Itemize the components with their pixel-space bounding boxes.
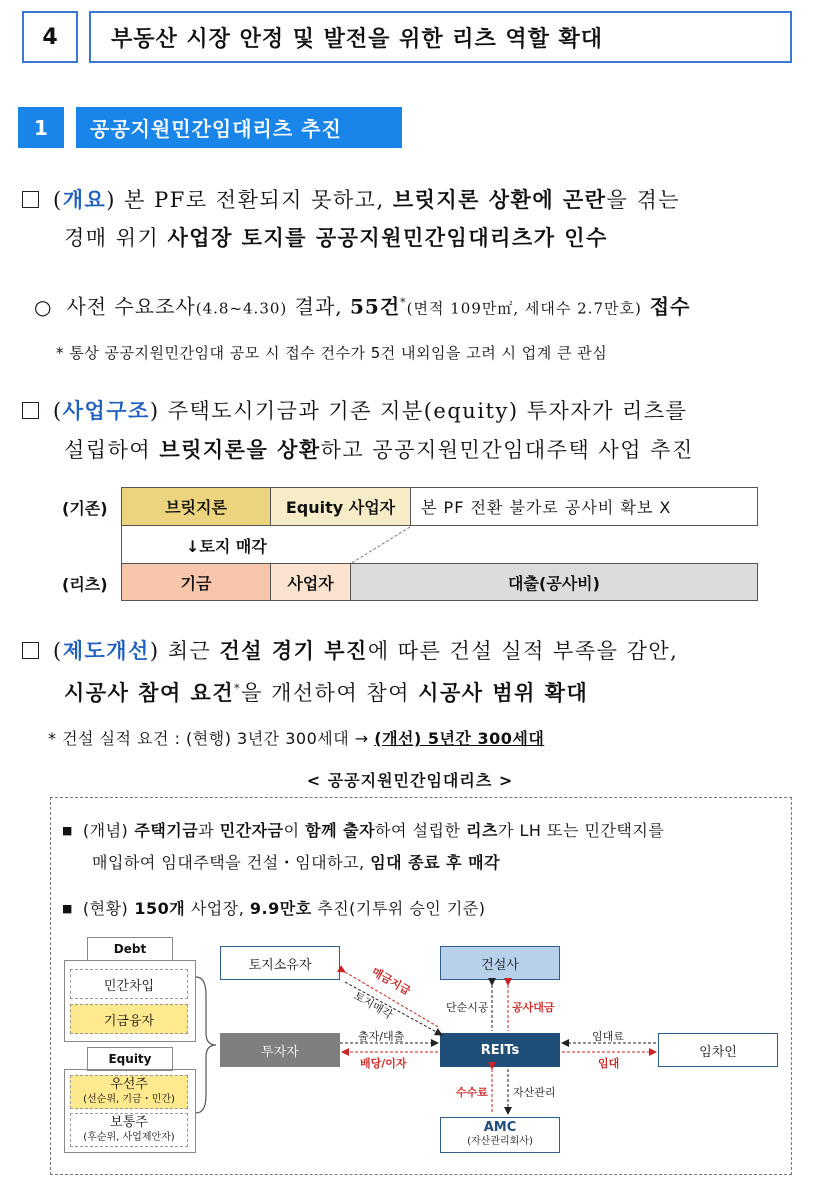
text: 매입하여 임대주택을 건설・임대하고, xyxy=(92,853,371,872)
text-bold: 건설 경기 부진 xyxy=(219,638,368,663)
land-sale-label: ↓토지 매각 xyxy=(186,537,267,556)
text: 우선주 xyxy=(110,1077,148,1092)
square-bullet-icon: ■ xyxy=(62,824,73,837)
text-bold: 주택기금 xyxy=(128,821,199,840)
text: 설립하여 xyxy=(64,438,160,462)
tenant-box: 임차인 xyxy=(658,1033,778,1067)
reform-tag: 제도개선 xyxy=(62,638,150,663)
text: AMC xyxy=(483,1120,517,1135)
label-land-sale: 토지매각 xyxy=(351,989,395,1022)
cell-fund: 기금 xyxy=(121,563,271,601)
box-caption: < 공공지원민간임대리츠 > xyxy=(306,771,514,790)
text-bold: 접수 xyxy=(641,294,691,319)
debt-private-loan: 민간차입 xyxy=(70,969,188,999)
landowner-box: 토지소유자 xyxy=(220,946,340,980)
text: (자산관리회사) xyxy=(467,1136,533,1147)
builder-box: 건설사 xyxy=(440,946,560,980)
investor-box: 투자자 xyxy=(220,1033,340,1067)
text-bold: 리츠 xyxy=(466,821,498,840)
text-bold: 시공사 범위 확대 xyxy=(418,680,589,705)
reits-box: REITs xyxy=(440,1033,560,1067)
cell-business: 사업자 xyxy=(270,563,351,601)
label-fee: 수수료 xyxy=(456,1086,488,1099)
row2-label: (리츠) xyxy=(62,575,108,594)
text-bold: 55건 xyxy=(349,294,401,319)
cell-loan: 대출(공사비) xyxy=(350,563,758,601)
text: 결과, xyxy=(287,294,350,319)
circle-bullet-icon: ○ xyxy=(34,294,53,319)
text: 하고 공공지원민간임대주택 사업 추진 xyxy=(320,438,694,462)
debt-fund-loan: 기금융자 xyxy=(70,1004,188,1034)
label-construction-payment: 공사대금 xyxy=(512,1001,555,1014)
reform-line1: (제도개선) 최근 건설 경기 부진에 따른 건설 실적 부족을 감안, xyxy=(22,632,678,670)
section-title: 부동산 시장 안정 및 발전을 위한 리츠 역할 확대 xyxy=(89,11,792,63)
text: (현황) xyxy=(82,899,129,918)
text: 추진(기투위 승인 기준) xyxy=(311,899,486,918)
label-lease: 임대 xyxy=(598,1057,620,1070)
text-bold: 브릿지론 상환에 곤란 xyxy=(392,187,607,212)
text: (선순위, 기금・민간) xyxy=(83,1094,175,1105)
square-bullet-icon: ■ xyxy=(62,902,73,915)
cell-bridge-loan: 브릿지론 xyxy=(121,487,271,526)
text-bold: 브릿지론을 상환 xyxy=(159,437,321,462)
structure-tag: 사업구조 xyxy=(62,398,150,423)
footnote-mark: * xyxy=(400,296,407,309)
equity-title: Equity xyxy=(87,1047,173,1071)
text: 에 따른 건설 실적 부족을 감안, xyxy=(367,639,679,663)
cell-equity: Equity 사업자 xyxy=(270,487,411,526)
text: (후순위, 사업제안자) xyxy=(83,1132,175,1143)
text-bold: 사업장 토지를 공공지원민간임대리츠가 인수 xyxy=(167,225,608,250)
overview-line1: (개요) 본 PF로 전환되지 못하고, 브릿지론 상환에 곤란을 겪는 xyxy=(22,181,680,219)
text: 사업장, xyxy=(185,899,250,918)
label-land-payment: 매금지급 xyxy=(369,965,413,998)
text: 과 xyxy=(198,821,220,840)
text: * 건설 실적 요건 : (현행) 3년간 300세대 → xyxy=(48,729,375,748)
text: 가 LH 또는 민간택지를 xyxy=(497,821,665,840)
text-bold: 150개 xyxy=(128,899,186,918)
text: 주택도시기금과 기존 지분(equity) 투자자가 리츠를 xyxy=(159,399,688,423)
footnote-mark: * xyxy=(234,682,242,695)
text: (개념) xyxy=(82,821,129,840)
text-bold: 민간자금 xyxy=(219,821,284,840)
subsection-number: 1 xyxy=(18,107,64,148)
text: 을 겪는 xyxy=(606,188,681,212)
text: (면적 109만㎡, 세대수 2.7만호) xyxy=(406,299,642,318)
structure-line1: (사업구조) 주택도시기금과 기존 지분(equity) 투자자가 리츠를 xyxy=(22,392,687,430)
text: 사전 수요조사 xyxy=(66,294,196,319)
text-bold: 시공사 참여 요건 xyxy=(64,680,235,705)
text: 을 개선하여 참여 xyxy=(241,681,419,705)
label-investment: 출자/대출 xyxy=(358,1030,405,1043)
text: (4.8~4.30) xyxy=(195,299,288,318)
overview-tag: 개요 xyxy=(62,187,107,212)
section-number: 4 xyxy=(22,11,78,63)
text-bold: (개선) 5년간 300세대 xyxy=(374,729,545,748)
text-bold: 함께 출자 xyxy=(305,821,376,840)
text: 경매 위기 xyxy=(64,226,168,250)
cell-no-pf: 본 PF 전환 불가로 공사비 확보 X xyxy=(410,487,758,526)
debt-title: Debt xyxy=(87,937,173,961)
label-simple-construction: 단순시공 xyxy=(446,1001,489,1014)
subsection-title: 공공지원민간임대리츠 추진 xyxy=(76,107,402,148)
label-dividend: 배당/이자 xyxy=(360,1057,407,1070)
text: 본 PF로 전환되지 못하고, xyxy=(115,188,393,212)
text: 이 xyxy=(283,821,306,840)
text-bold: 임대 종료 후 매각 xyxy=(370,853,501,872)
row1-label: (기존) xyxy=(62,499,108,518)
overview-footnote: * 통상 공공지원민간임대 공모 시 접수 건수가 5건 내외임을 고려 시 업계 큰 관심 xyxy=(56,344,608,362)
text-bold: 9.9만호 xyxy=(249,899,312,918)
label-rent: 임대료 xyxy=(592,1030,624,1043)
label-asset-management: 자산관리 xyxy=(513,1086,556,1099)
text: 최근 xyxy=(159,639,220,663)
text: 보통주 xyxy=(110,1115,148,1130)
text: 하여 설립한 xyxy=(375,821,466,840)
